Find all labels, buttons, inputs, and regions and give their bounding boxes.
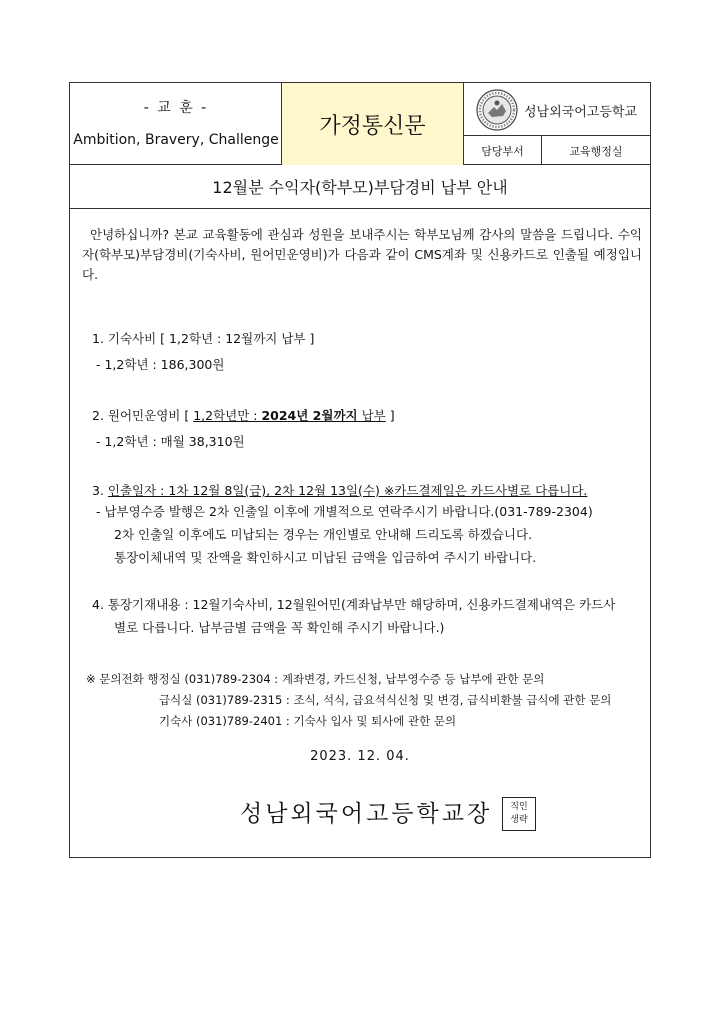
intro-paragraph: 안녕하십니까? 본교 교육활동에 관심과 성원을 보내주시는 학부모님께 감사의 말씀을 드립니다. 수익자(학부모)부담경비(기숙사비, 원어민운영비)가 다음과 같이 CMS계좌 및 신용카드로 인출될 예정입니다. [82, 227, 642, 282]
item-2-heading [92, 406, 395, 426]
school-cell [464, 83, 650, 136]
motto-cell [70, 83, 282, 165]
item-2-deadline: 2024년 2월까지 [261, 408, 358, 423]
item-2-underlined: 1,2학년만 : [193, 408, 262, 423]
item-2-suffix: ] [385, 408, 395, 423]
item-4-heading: 4. 통장기재내용 : 12월기숙사비, 12월원어민(계좌납부만 해당하며, 신용카드결제내역은 카드사 [92, 597, 616, 612]
seal-line-2: 생략 [510, 815, 528, 825]
signer-name: 성남외국어고등학교장 [240, 801, 493, 827]
document-kind: 가정통신문 [282, 83, 464, 165]
header-table [70, 83, 650, 165]
notice-body [82, 225, 642, 728]
notice-document [69, 82, 651, 858]
item-1-line: - 1,2학년 : 186,300원 [96, 357, 225, 372]
seal-line-1: 직인 [510, 802, 528, 812]
contact-line: ※ 문의전화 행정실 (031)789-2304 : 계좌변경, 카드신청, 납부영수증 등 납부에 관한 문의 [86, 672, 545, 686]
item-3-line: - 납부영수증 발행은 2차 인출일 이후에 개별적으로 연락주시기 바랍니다.(031-789-2304) [96, 504, 593, 519]
issue-date: 2023. 12. 04. [310, 749, 410, 764]
item-4-line: 별로 다릅니다. 납부금별 금액을 꼭 확인해 주시기 바랍니다.) [114, 620, 445, 635]
motto-title: - 교 훈 - [143, 100, 209, 116]
item-2-underlined-end: 납부 [357, 408, 386, 423]
item-3-line: 통장이체내역 및 잔액을 확인하시고 미납된 금액을 입금하여 주시기 바랍니다. [114, 550, 537, 565]
item-3-withdrawal-dates: 인출일자 : 1차 12월 8일(금), 2차 12월 13일(수) ※카드결제일은 카드사별로 다릅니다. [107, 483, 588, 498]
school-emblem-icon [476, 89, 518, 131]
seal-omitted-stamp [502, 797, 536, 831]
dept-label: 담당부서 [464, 136, 542, 165]
contact-line: 기숙사 (031)789-2401 : 기숙사 입사 및 퇴사에 관한 문의 [159, 714, 457, 728]
item-3-heading [92, 481, 587, 501]
dept-value: 교육행정실 [569, 144, 623, 158]
item-1-heading: 1. 기숙사비 [ 1,2학년 : 12월까지 납부 ] [92, 331, 315, 346]
item-2-prefix: 2. 원어민운영비 [ [92, 408, 194, 423]
school-name: 성남외국어고등학교 [524, 105, 638, 120]
item-3-prefix: 3. [92, 483, 108, 498]
notice-title: 12월분 수익자(학부모)부담경비 납부 안내 [70, 165, 650, 209]
item-2-line: - 1,2학년 : 매월 38,310원 [96, 434, 245, 449]
item-3-line: 2차 인출일 이후에도 미납되는 경우는 개인별로 안내해 드리도록 하겠습니다. [114, 527, 533, 542]
motto-text: Ambition, Bravery, Challenge [73, 132, 279, 148]
contact-line: 급식실 (031)789-2315 : 조식, 석식, 급요석식신청 및 변경, 급식비환불 급식에 관한 문의 [159, 693, 612, 707]
